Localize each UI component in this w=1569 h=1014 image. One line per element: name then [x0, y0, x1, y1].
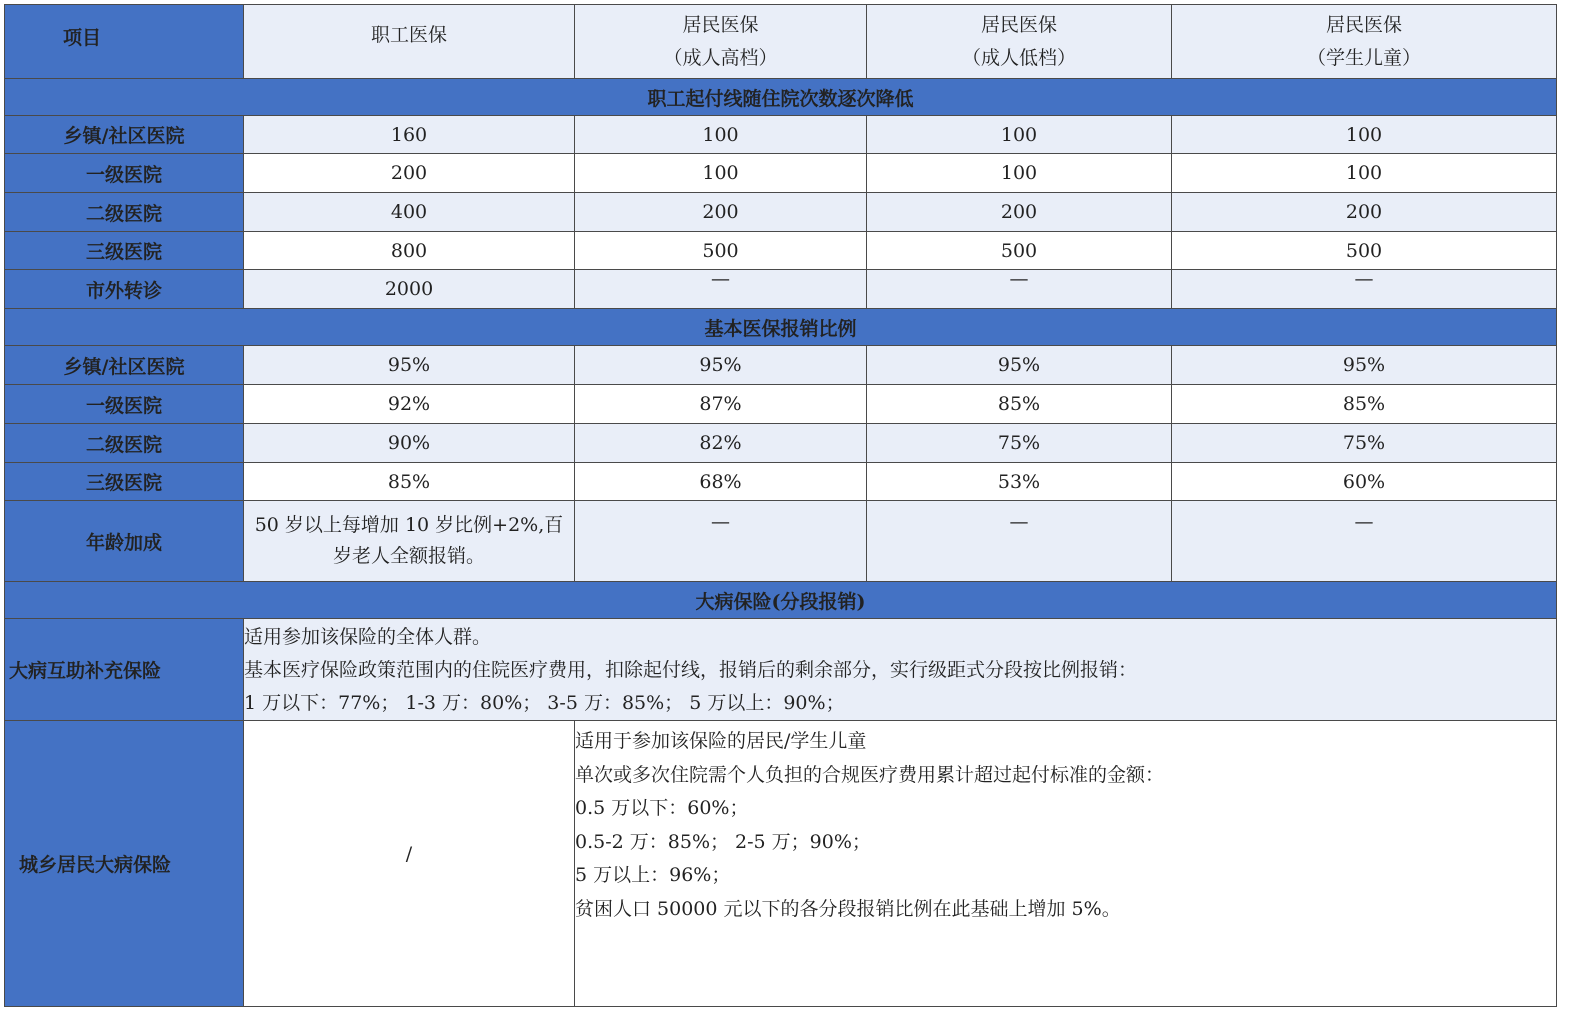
cell-value: —: [867, 270, 1172, 309]
table-row: [5, 424, 1557, 463]
row-label: 市外转诊: [5, 270, 244, 309]
cell-value: 95%: [1172, 346, 1557, 385]
cell-value: 500: [575, 232, 867, 270]
row-label: 三级医院: [5, 463, 244, 501]
row-label: 乡镇/社区医院: [5, 346, 244, 385]
insurance-comparison-table: [4, 4, 1557, 1007]
cell-value: —: [1172, 270, 1557, 309]
section-title-deductible: 职工起付线随住院次数逐次降低: [5, 79, 1557, 116]
cell-value: —: [575, 501, 867, 582]
row-label: 乡镇/社区医院: [5, 116, 244, 154]
cell-value: 95%: [244, 346, 575, 385]
cell-value: 800: [244, 232, 575, 270]
cell-value: 200: [867, 193, 1172, 232]
table-row: [5, 270, 1557, 309]
cell-value: 200: [244, 154, 575, 193]
table-row: [5, 232, 1557, 270]
cell-value: 100: [575, 116, 867, 154]
table-row-resident-major-illness: [5, 721, 1557, 1007]
table-row-mutual-insurance: [5, 619, 1557, 721]
cell-value: 68%: [575, 463, 867, 501]
cell-value: 75%: [1172, 424, 1557, 463]
header-resident-student-child: 居民医保 （学生儿童）: [1172, 5, 1557, 79]
table-row: [5, 154, 1557, 193]
row-label: 二级医院: [5, 193, 244, 232]
cell-value: 92%: [244, 385, 575, 424]
table-row: [5, 116, 1557, 154]
cell-value: 200: [1172, 193, 1557, 232]
header-item: 项目: [5, 5, 244, 79]
age-bonus-value: 50 岁以上每增加 10 岁比例+2%,百岁老人全额报销。: [244, 501, 575, 582]
row-label: 城乡居民大病保险: [5, 721, 244, 1007]
table-row: [5, 385, 1557, 424]
row-label: 三级医院: [5, 232, 244, 270]
table-header-row: [5, 5, 1557, 79]
header-employee-insurance: 职工医保: [244, 5, 575, 79]
cell-value: 90%: [244, 424, 575, 463]
table-row: [5, 346, 1557, 385]
cell-value: —: [575, 270, 867, 309]
cell-value: 160: [244, 116, 575, 154]
cell-value: 500: [1172, 232, 1557, 270]
cell-value: 400: [244, 193, 575, 232]
section-title-major-illness: 大病保险(分段报销): [5, 582, 1557, 619]
cell-value: 75%: [867, 424, 1172, 463]
cell-value: 53%: [867, 463, 1172, 501]
cell-value: 95%: [575, 346, 867, 385]
section-header-deductible: [5, 79, 1557, 116]
cell-value: 82%: [575, 424, 867, 463]
cell-value: 85%: [244, 463, 575, 501]
cell-value: 100: [1172, 154, 1557, 193]
table-row-age-bonus: [5, 501, 1557, 582]
cell-value: —: [867, 501, 1172, 582]
resident-major-illness-text: 适用于参加该保险的居民/学生儿童 单次或多次住院需个人负担的合规医疗费用累计超过起付标准的金额： 0.5 万以下：60%； 0.5-2 万：85%； 2-5 万；90%； 5 万以上：96%； 贫困人口 50000 元以下的各分段报销比例在此基础上增加 5%。: [575, 721, 1557, 1007]
header-resident-adult-low: 居民医保 （成人低档）: [867, 5, 1172, 79]
cell-value: 95%: [867, 346, 1172, 385]
cell-value: 60%: [1172, 463, 1557, 501]
section-header-ratio: [5, 309, 1557, 346]
cell-value: 85%: [867, 385, 1172, 424]
section-header-major-illness: [5, 582, 1557, 619]
section-title-ratio: 基本医保报销比例: [5, 309, 1557, 346]
table-row: [5, 193, 1557, 232]
cell-value: 87%: [575, 385, 867, 424]
cell-value: 100: [867, 154, 1172, 193]
mutual-insurance-text: 适用参加该保险的全体人群。 基本医疗保险政策范围内的住院医疗费用，扣除起付线，报销后的剩余部分，实行级距式分段按比例报销： 1 万以下：77%； 1-3 万：80%； 3-5 万：85%； 5 万以上：90%；: [244, 619, 1557, 721]
row-label: 二级医院: [5, 424, 244, 463]
cell-value: 100: [867, 116, 1172, 154]
row-label: 大病互助补充保险: [5, 619, 244, 721]
cell-value: 100: [575, 154, 867, 193]
header-resident-adult-high: 居民医保 （成人高档）: [575, 5, 867, 79]
cell-value: 500: [867, 232, 1172, 270]
row-label: 一级医院: [5, 385, 244, 424]
cell-value: 85%: [1172, 385, 1557, 424]
cell-value: 2000: [244, 270, 575, 309]
row-label: 一级医院: [5, 154, 244, 193]
row-label: 年龄加成: [5, 501, 244, 582]
cell-value: 100: [1172, 116, 1557, 154]
cell-value: 200: [575, 193, 867, 232]
cell-value: —: [1172, 501, 1557, 582]
table-row: [5, 463, 1557, 501]
cell-value: /: [244, 721, 575, 1007]
